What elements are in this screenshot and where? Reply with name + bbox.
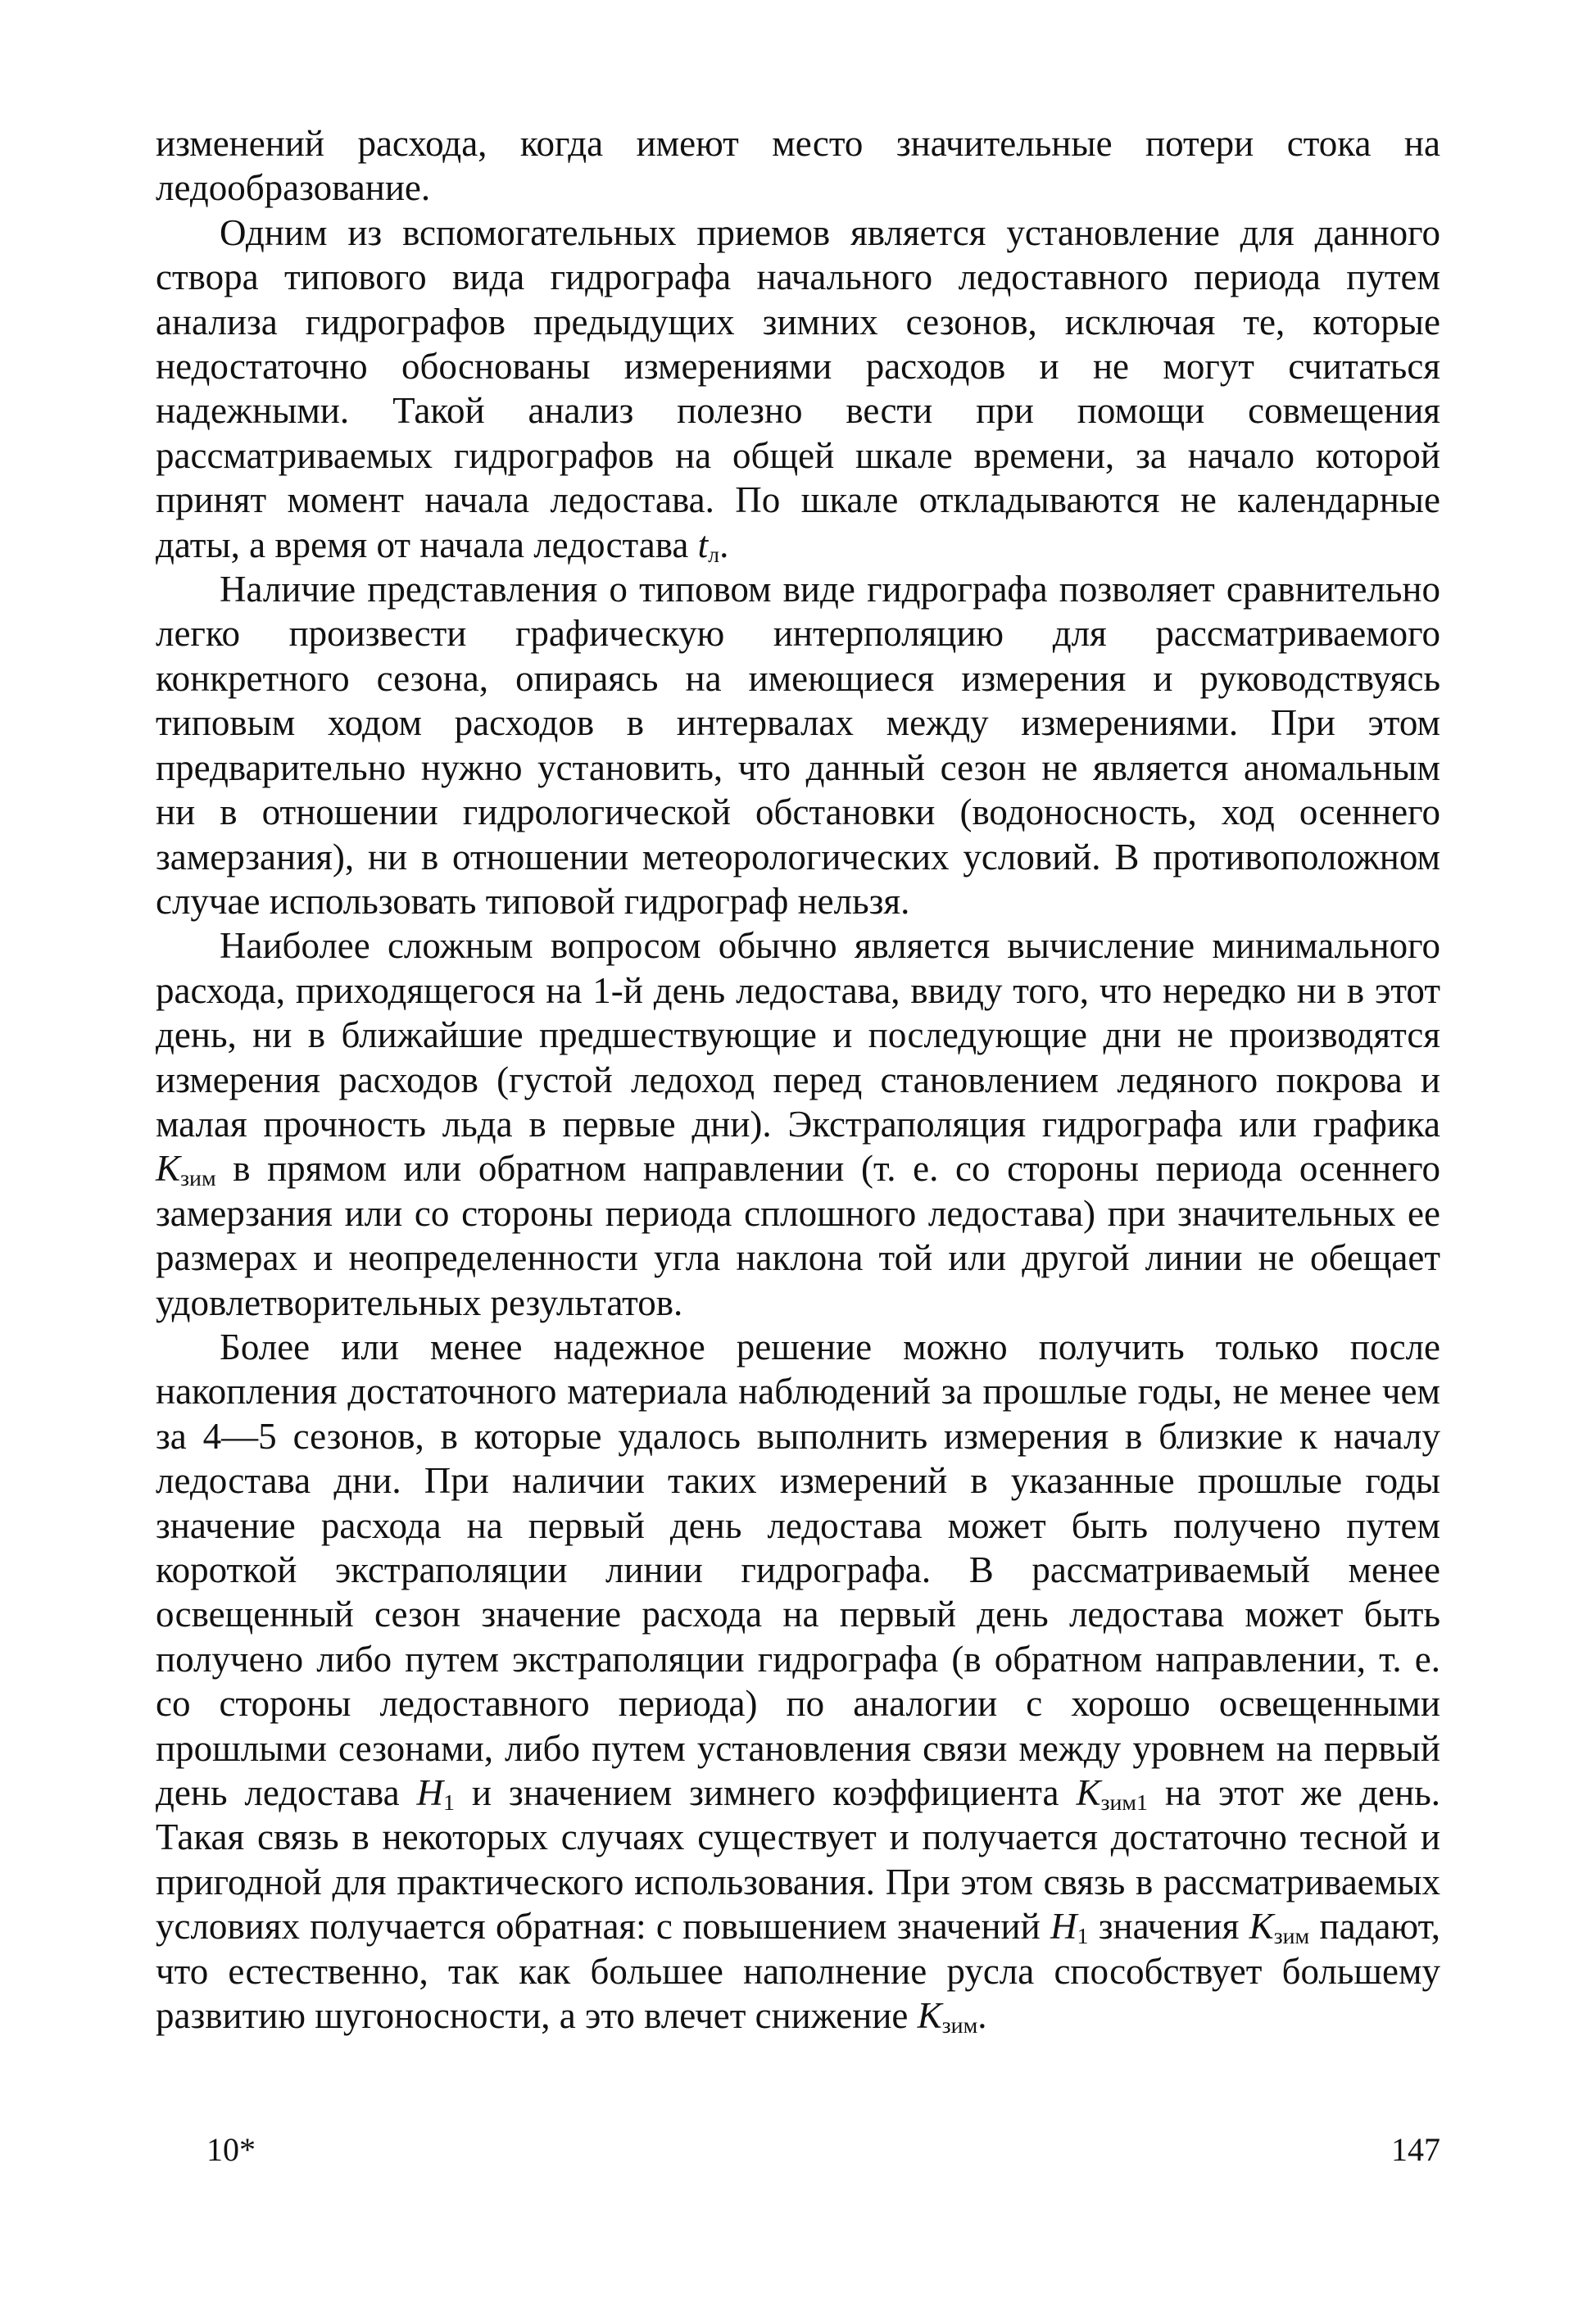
paragraph-5-text-a: Более или менее надежное решение можно получить только после накопления достаточного материала наблюдений за прошлые годы, не менее чем за 4—5 сезонов, в которые удалось выполнить измерения в близкие к началу ледостава дни. При наличии таких измерений в указанные прошлые годы значение расхода на первый день ледостава может быть получено путем короткой экстраполяции линии гидрографа. В рассматриваемый менее освещенный сезон значение расхода на первый день ледостава может быть получено либо путем экстраполяции гидрографа (в обратном направлении, т. е. со стороны ледоставного периода) по аналогии с хорошо освещенными прошлыми сезонами, либо путем установления связи между уровнем на первый день ледостава xyxy=(156,1326,1440,1814)
variable-k-zim-third-subscript: зим xyxy=(941,2013,978,2039)
paragraph-2-text: Одним из вспомогательных приемов является установление для данного створа типового вида гидрографа начального ледоставного периода путем анализа гидрографов предыдущих зимних сезонов, исключая те, которые недостаточно обоснованы измерениями расходов и не могут считаться надежными. Такой анализ полезно вести при помощи совмещения рассматриваемых гидрографов на общей шкале времени, за начало которой принят момент начала ледостава. По шкале откладываются не календарные даты, а время от начала ледостава xyxy=(156,211,1440,565)
paragraph-1 xyxy=(156,121,1440,211)
variable-k-zim1-symbol: K xyxy=(1076,1772,1101,1814)
variable-t-symbol: t xyxy=(697,524,709,565)
page-body xyxy=(156,121,1440,2038)
variable-h1-second xyxy=(1050,1906,1089,1950)
paragraph-5-text-d: значения xyxy=(1088,1906,1249,1948)
paragraph-5-text-b: и значением зимнего коэффициента xyxy=(454,1772,1077,1814)
paragraph-4 xyxy=(156,923,1440,1325)
variable-h1 xyxy=(416,1772,455,1816)
variable-h1-subscript: 1 xyxy=(443,1790,455,1816)
variable-k-zim-third-symbol: K xyxy=(917,1995,942,2037)
variable-k-zim-second xyxy=(1249,1906,1310,1950)
variable-k-zim-second-symbol: K xyxy=(1249,1906,1274,1948)
paragraph-2 xyxy=(156,211,1440,567)
variable-t xyxy=(697,524,720,568)
variable-k-zim-second-subscript: зим xyxy=(1273,1924,1310,1950)
variable-k-zim-third xyxy=(917,1995,978,2039)
paragraph-4-text-a: Наиболее сложным вопросом обычно является вычисление минимального расхода, приходящегося на 1-й день ледостава, ввиду того, что нередко ни в этот день, ни в ближайшие предшествующие и последующие дни не производятся измерения расходов (густой ледоход перед становлением ледяного покрова и малая прочность льда в первые дни). Экстраполяция гидрографа или графика xyxy=(156,925,1440,1145)
paragraph-5-text-c: на этот же день. Такая связь в некоторых случаях существует и получается достаточно тесной и пригодной для практического использования. При этом связь в рассматриваемых условиях получается обратная: с повышением значений xyxy=(156,1772,1440,1948)
variable-h1-second-subscript: 1 xyxy=(1077,1924,1089,1950)
paragraph-5-end: . xyxy=(977,1995,987,2037)
page-number: 147 xyxy=(1391,2131,1440,2168)
variable-k-symbol: K xyxy=(156,1148,181,1190)
paragraph-3-text: Наличие представления о типовом виде гидрографа позволяет сравнительно легко произвести графическую интерполяцию для рассматриваемого конкретного сезона, опираясь на имеющиеся измерения и руководствуясь типовым ходом расходов в интервалах между измерениями. При этом предварительно нужно установить, что данный сезон не является аномальным ни в отношении гидрологической обстановки (водоносность, ход осеннего замерзания), ни в отношении метеорологических условий. В противоположном случае использовать типовой гидрограф нельзя. xyxy=(156,569,1440,922)
paragraph-4-text-b: в прямом или обратном направлении (т. е. со стороны периода осеннего замерзания или со стороны периода сплошного ледостава) при значительных ее размерах и неопределенности угла наклона той или другой линии не обещает удовлетворительных результатов. xyxy=(156,1148,1440,1323)
variable-h1-second-symbol: H xyxy=(1050,1906,1077,1948)
variable-k-zim xyxy=(156,1148,216,1192)
paragraph-1-text: изменений расхода, когда имеют место значительные потери стока на ледообразование. xyxy=(156,123,1440,209)
page-footer xyxy=(156,2130,1440,2179)
variable-k-subscript: зим xyxy=(180,1166,216,1192)
paragraph-5-text-e: падают, что естественно, так как большее наполнение русла способствует большему развитию шугоносности, а это влечет снижение xyxy=(156,1906,1440,2037)
variable-k-zim1 xyxy=(1076,1772,1148,1816)
paragraph-3 xyxy=(156,567,1440,923)
printer-signature: 10* xyxy=(206,2131,256,2168)
variable-t-subscript: л xyxy=(708,542,720,568)
paragraph-5 xyxy=(156,1325,1440,2039)
variable-h1-symbol: H xyxy=(416,1772,443,1814)
variable-k-zim1-subscript: зим1 xyxy=(1100,1790,1148,1816)
paragraph-2-end: . xyxy=(719,524,729,565)
